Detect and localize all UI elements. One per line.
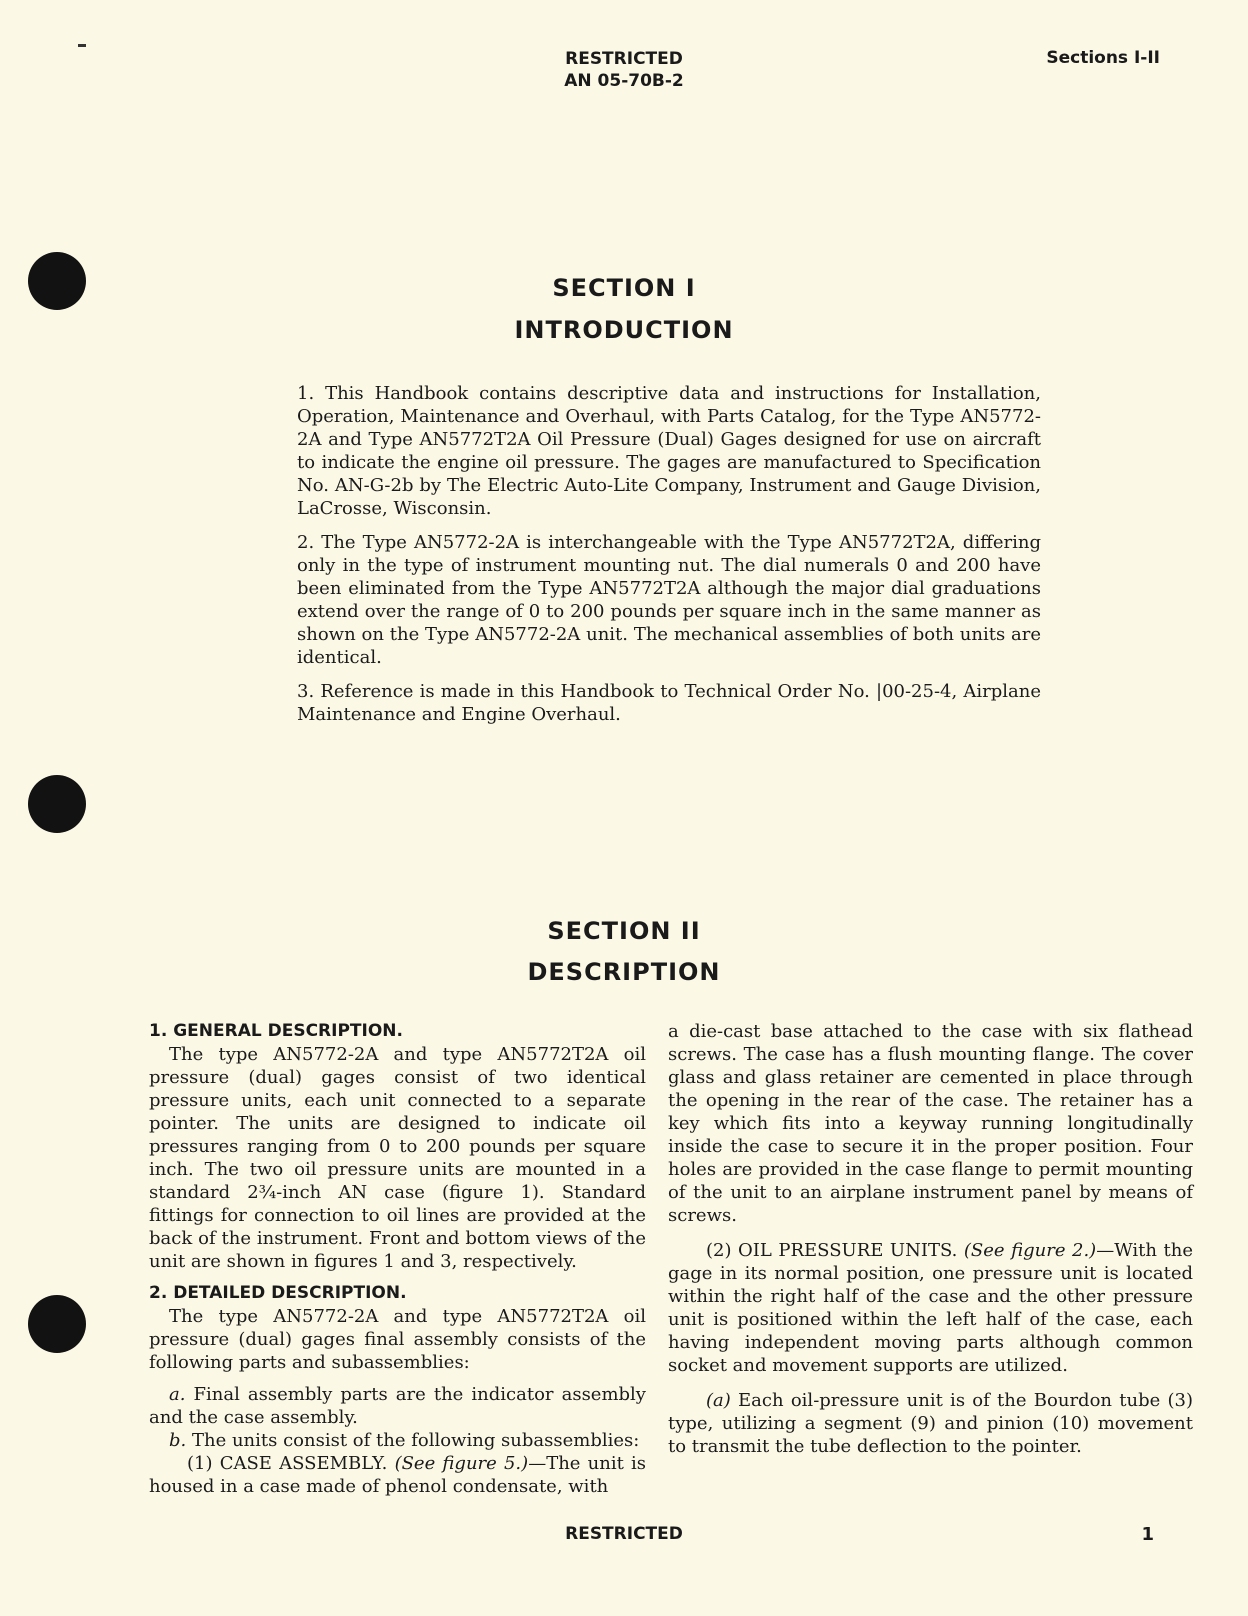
page-number: 1 xyxy=(1141,1524,1154,1545)
general-description-text: The type AN5772-2A and type AN5772T2A oil pressure (dual) gages consist of two identical pressure units, each unit connected to a separate pointer. The units are designed to indicate oil pressures ranging from 0 to 200 pounds per square inch. The two oil pressure units are mounted in a standard 2¾-inch AN case (figure 1). Standard fittings for connection to oil lines are provided at the back of the instrument. Front and bottom views of the unit are shown in figures 1 and 3, respectively. xyxy=(149,1044,646,1272)
detailed-description-heading: 2. DETAILED DESCRIPTION. xyxy=(149,1283,407,1303)
item-a xyxy=(149,1383,646,1429)
section2-number: SECTION II xyxy=(547,917,701,945)
footer-classification: RESTRICTED xyxy=(565,1524,683,1544)
intro-paragraph-2: 2. The Type AN5772-2A is interchangeable with the Type AN5772T2A, differing only in the type of instrument mounting nut. The dial numerals 0 and 200 have been eliminated from the Type AN5772T2A although the major dial graduations extend over the range of 0 to 200 pounds per square inch in the same manner as shown on the Type AN5772-2A unit. The mechanical assemblies of both units are identical. xyxy=(297,532,1041,668)
punch-hole-middle xyxy=(28,775,86,833)
item-b xyxy=(149,1429,646,1452)
section2-title: DESCRIPTION xyxy=(527,958,721,986)
case-assembly-continued: a die-cast base attached to the case with six flathead screws. The case has a flush mounting flange. The cover glass and glass retainer are cemented in place through the opening in the rear of the case. The retainer has a key which fits into a keyway running longitudinally inside the case to secure it in the proper position. Four holes are provided in the case flange to permit mounting of the unit to an airplane instrument panel by means of screws. xyxy=(668,1021,1193,1226)
oil-units-paragraph xyxy=(668,1239,1193,1377)
section1-number: SECTION I xyxy=(552,274,696,302)
punch-hole-bottom xyxy=(28,1295,86,1353)
case-assembly-figure-ref: (See figure 5.) xyxy=(394,1453,529,1474)
item-a2-paragraph xyxy=(668,1389,1193,1458)
oil-units-text: —With the gage in its normal position, one pressure unit is located within the right half of the case and the other pressure unit is positioned within the left half of the case, each having independent moving parts although common socket and movement supports are utilized. xyxy=(668,1240,1193,1376)
header-classification: RESTRICTED xyxy=(565,49,683,69)
header-sections-label: Sections I-II xyxy=(1046,48,1160,68)
introduction-body xyxy=(297,382,1041,737)
intro-paragraph-3: 3. Reference is made in this Handbook to Technical Order No. |00-25-4, Airplane Maintenance and Engine Overhaul. xyxy=(297,681,1041,725)
item-b-text: The units consist of the following subassemblies: xyxy=(191,1430,640,1451)
case-assembly-text: —The unit is housed in a case made of phenol condensate, with xyxy=(149,1453,646,1497)
header-doc-number: AN 05-70B-2 xyxy=(564,71,684,91)
item-a-letter: a. xyxy=(169,1384,186,1405)
case-assembly-lead: (1) CASE ASSEMBLY. xyxy=(187,1453,388,1474)
description-left-column xyxy=(149,1020,646,1498)
item-a-text: Final assembly parts are the indicator assembly and the case assembly. xyxy=(149,1384,646,1428)
item-a2-text: Each oil-pressure unit is of the Bourdon tube (3) type, utilizing a segment (9) and pinion (10) movement to transmit the tube deflection to the pointer. xyxy=(668,1390,1193,1457)
intro-paragraph-1: 1. This Handbook contains descriptive data and instructions for Installation, Operation, Maintenance and Overhaul, with Parts Catalog, for the Type AN5772-2A and Type AN5772T2A Oil Pressure (Dual) Gages designed for use on aircraft to indicate the engine oil pressure. The gages are manufactured to Specification No. AN-G-2b by The Electric Auto-Lite Company, Instrument and Gauge Division, LaCrosse, Wisconsin. xyxy=(297,383,1041,519)
item-a2-letter: (a) xyxy=(706,1390,731,1411)
margin-mark xyxy=(78,44,86,47)
case-assembly-paragraph xyxy=(149,1452,646,1498)
section1-title: INTRODUCTION xyxy=(514,316,734,344)
detailed-description-text: The type AN5772-2A and type AN5772T2A oil pressure (dual) gages final assembly consists of the following parts and subassemblies: xyxy=(149,1306,646,1373)
oil-units-lead: (2) OIL PRESSURE UNITS. xyxy=(706,1240,958,1261)
description-right-column xyxy=(668,1020,1193,1458)
oil-units-figure-ref: (See figure 2.) xyxy=(963,1240,1097,1261)
general-description-heading: 1. GENERAL DESCRIPTION. xyxy=(149,1021,403,1041)
item-b-letter: b. xyxy=(169,1430,187,1451)
